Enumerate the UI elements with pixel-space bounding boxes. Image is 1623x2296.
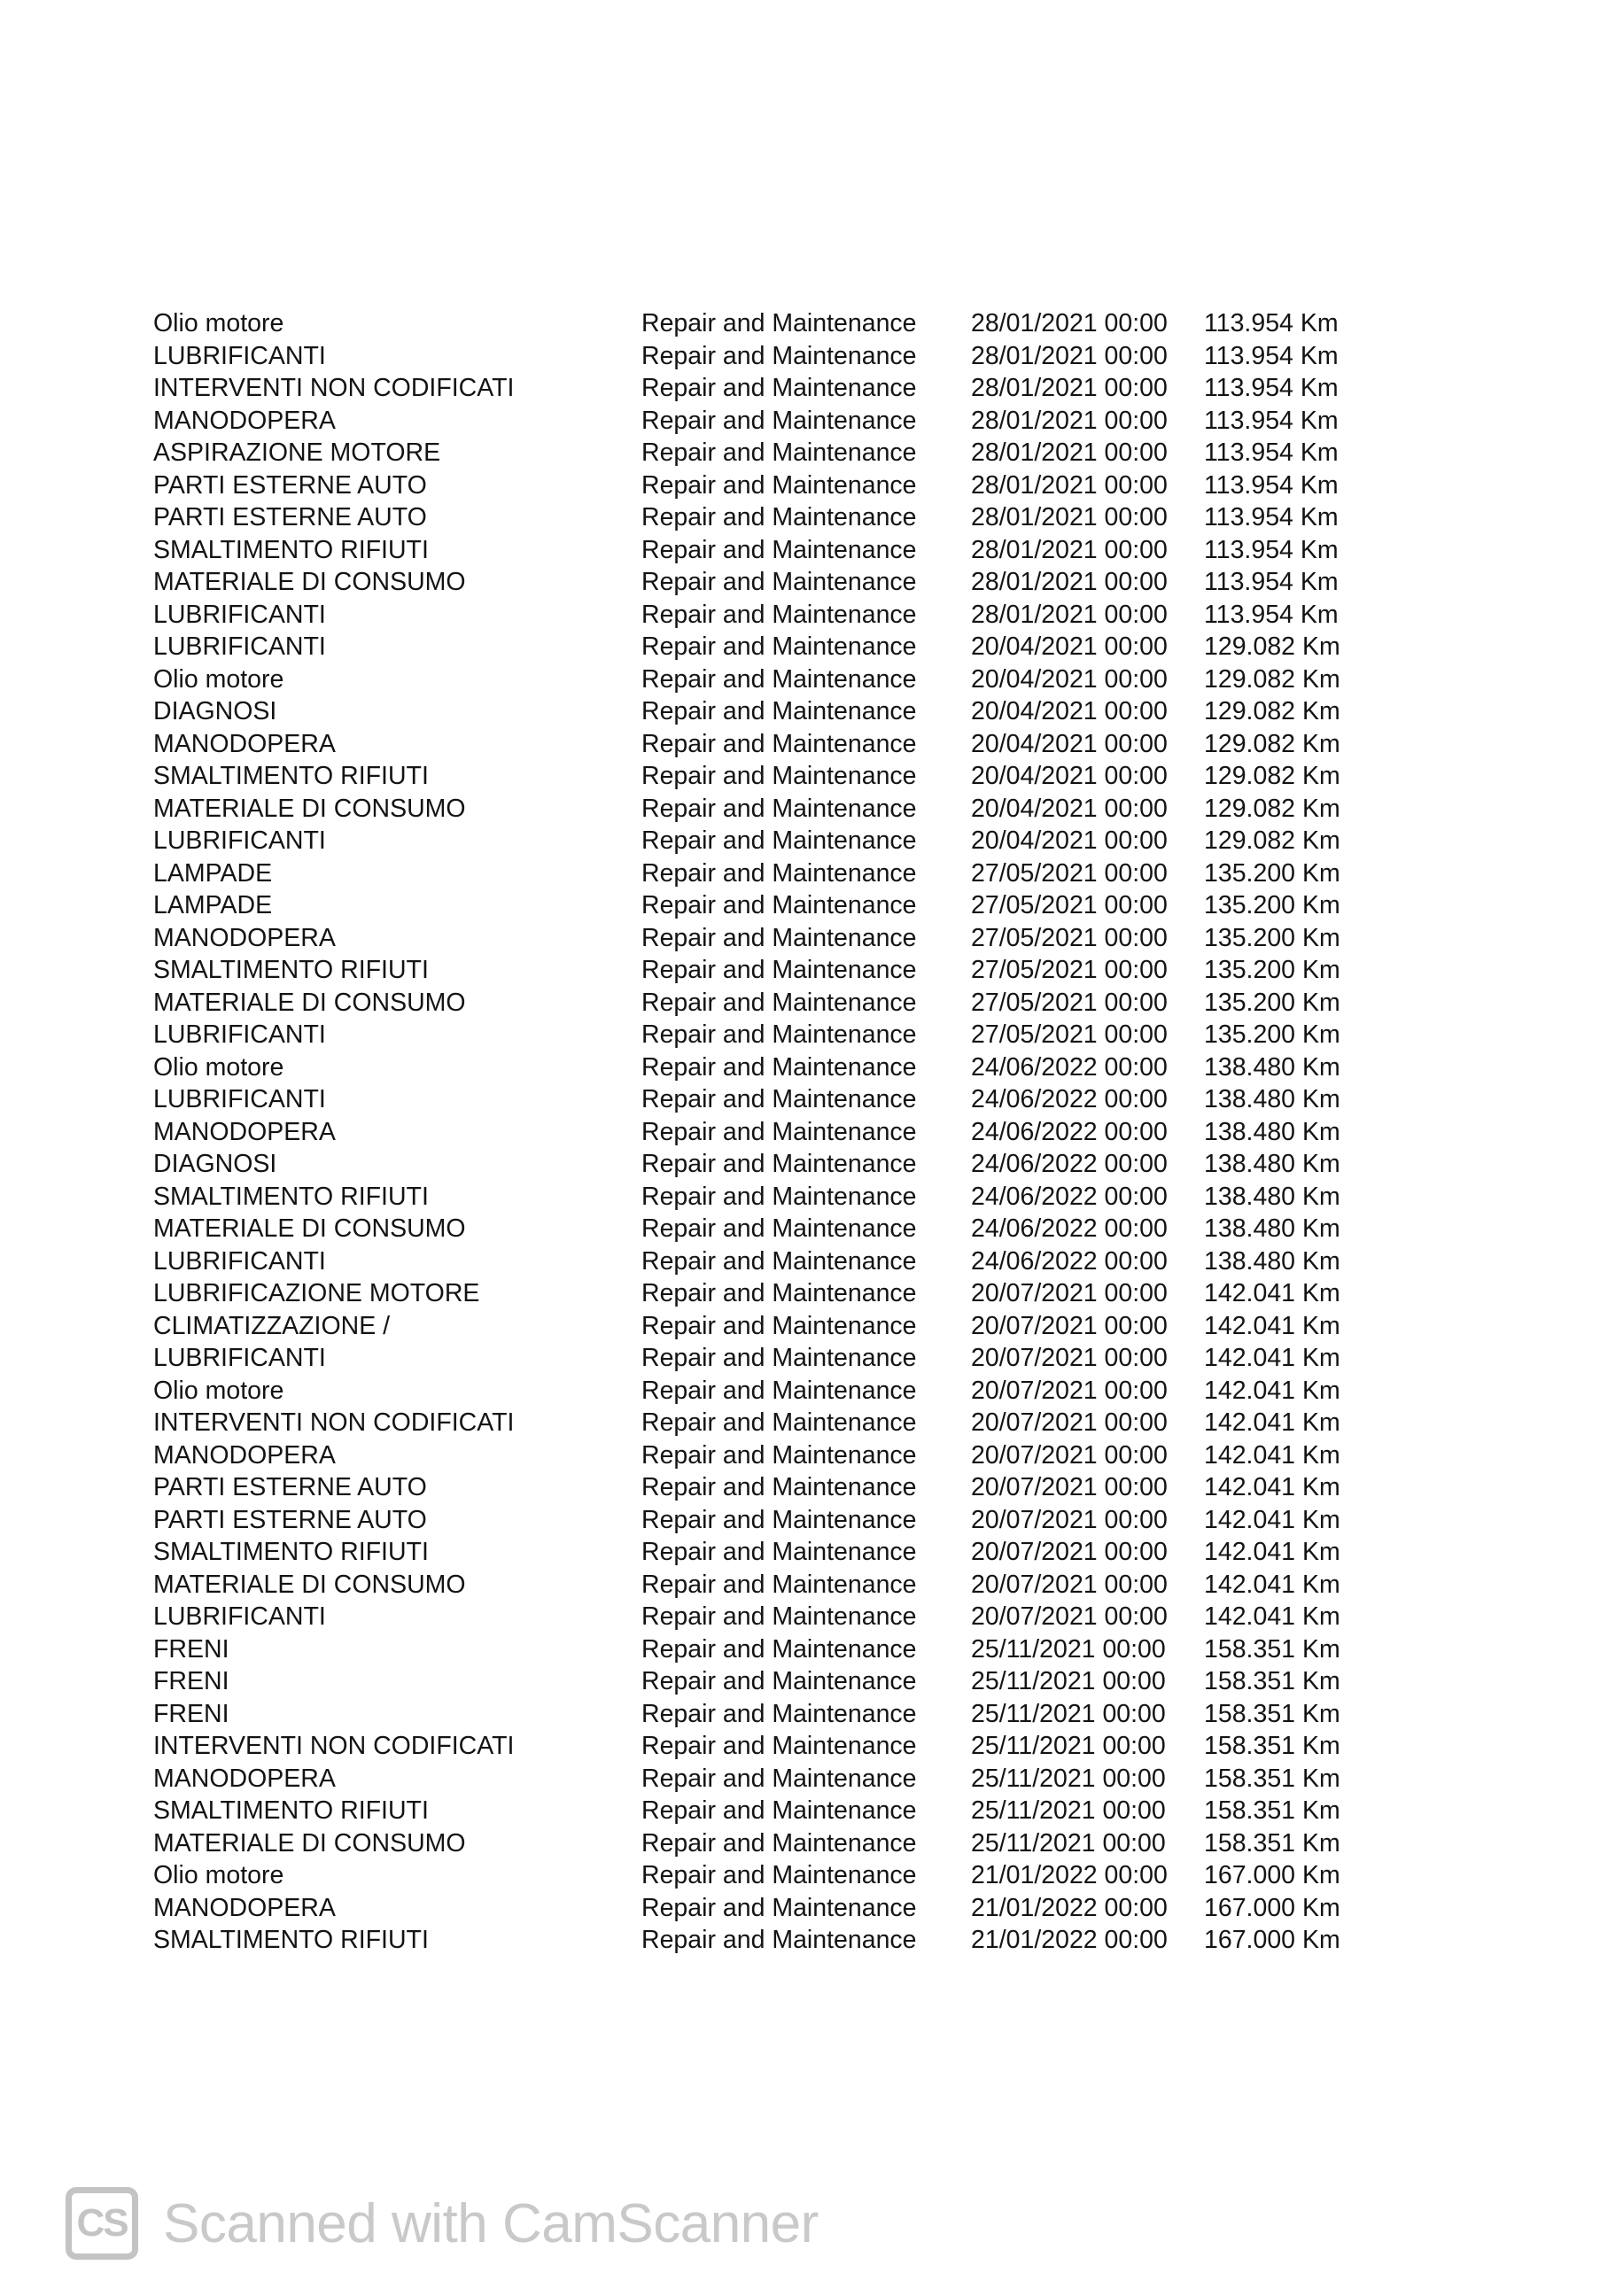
service-date: 27/05/2021 00:00 xyxy=(971,891,1168,919)
service-date: 25/11/2021 00:00 xyxy=(971,1699,1166,1728)
service-mileage: 113.954 Km xyxy=(1204,406,1339,435)
service-item: MATERIALE DI CONSUMO xyxy=(153,568,466,596)
camscanner-watermark xyxy=(66,2184,819,2263)
service-date: 27/05/2021 00:00 xyxy=(971,923,1168,952)
service-mileage: 129.082 Km xyxy=(1204,697,1340,725)
service-date: 20/07/2021 00:00 xyxy=(971,1408,1168,1437)
service-item: SMALTIMENTO RIFIUTI xyxy=(153,1182,429,1211)
table-row xyxy=(153,1148,1394,1181)
table-row xyxy=(153,566,1394,599)
service-date: 20/07/2021 00:00 xyxy=(971,1602,1168,1631)
service-date: 20/07/2021 00:00 xyxy=(971,1538,1168,1566)
service-mileage: 135.200 Km xyxy=(1204,988,1340,1017)
service-date: 20/04/2021 00:00 xyxy=(971,826,1168,855)
service-date: 25/11/2021 00:00 xyxy=(971,1796,1166,1825)
service-date: 28/01/2021 00:00 xyxy=(971,568,1168,596)
service-item: LUBRIFICANTI xyxy=(153,1602,326,1631)
service-history-table xyxy=(153,307,1394,1957)
service-item: Olio motore xyxy=(153,1376,284,1405)
service-mileage: 142.041 Km xyxy=(1204,1602,1340,1631)
table-row xyxy=(153,1181,1394,1214)
service-mileage: 113.954 Km xyxy=(1204,341,1339,370)
service-category: Repair and Maintenance xyxy=(641,1279,917,1307)
service-item: MATERIALE DI CONSUMO xyxy=(153,1214,466,1243)
service-item: LAMPADE xyxy=(153,858,273,888)
service-item: LUBRIFICANTI xyxy=(153,826,326,855)
table-row xyxy=(153,501,1394,534)
service-date: 21/01/2022 00:00 xyxy=(971,1926,1168,1954)
table-row xyxy=(153,922,1394,955)
service-item: MANODOPERA xyxy=(153,923,336,952)
service-mileage: 129.082 Km xyxy=(1204,729,1340,758)
table-row xyxy=(153,372,1394,405)
service-mileage: 142.041 Km xyxy=(1204,1376,1340,1405)
service-mileage: 129.082 Km xyxy=(1204,826,1340,855)
service-category: Repair and Maintenance xyxy=(641,923,917,952)
service-date: 28/01/2021 00:00 xyxy=(971,309,1168,337)
table-row xyxy=(153,340,1394,373)
service-category: Repair and Maintenance xyxy=(641,1634,917,1664)
table-row xyxy=(153,954,1394,987)
service-mileage: 142.041 Km xyxy=(1204,1344,1340,1372)
table-row xyxy=(153,825,1394,857)
service-date: 27/05/2021 00:00 xyxy=(971,956,1168,984)
service-item: Olio motore xyxy=(153,664,284,694)
service-date: 28/01/2021 00:00 xyxy=(971,341,1168,370)
service-category: Repair and Maintenance xyxy=(641,762,917,790)
service-mileage: 158.351 Km xyxy=(1204,1667,1340,1695)
service-item: LUBRIFICANTI xyxy=(153,1020,326,1049)
table-row xyxy=(153,1633,1394,1666)
service-category: Repair and Maintenance xyxy=(641,1376,917,1405)
service-category: Repair and Maintenance xyxy=(641,309,917,337)
table-row xyxy=(153,631,1394,663)
service-item: SMALTIMENTO RIFIUTI xyxy=(153,762,429,790)
table-row xyxy=(153,469,1394,502)
service-category: Repair and Maintenance xyxy=(641,1893,917,1922)
service-category: Repair and Maintenance xyxy=(641,1214,917,1243)
table-row xyxy=(153,1763,1394,1796)
service-mileage: 167.000 Km xyxy=(1204,1893,1340,1922)
service-mileage: 158.351 Km xyxy=(1204,1634,1340,1664)
table-row xyxy=(153,1375,1394,1408)
service-category: Repair and Maintenance xyxy=(641,470,917,500)
service-category: Repair and Maintenance xyxy=(641,1085,917,1113)
service-category: Repair and Maintenance xyxy=(641,1926,917,1954)
service-mileage: 129.082 Km xyxy=(1204,762,1340,790)
service-date: 27/05/2021 00:00 xyxy=(971,1020,1168,1049)
service-date: 20/07/2021 00:00 xyxy=(971,1440,1168,1470)
service-date: 20/07/2021 00:00 xyxy=(971,1505,1168,1534)
service-date: 28/01/2021 00:00 xyxy=(971,503,1168,531)
table-row xyxy=(153,599,1394,632)
service-date: 25/11/2021 00:00 xyxy=(971,1828,1166,1858)
service-mileage: 138.480 Km xyxy=(1204,1182,1340,1211)
service-date: 24/06/2022 00:00 xyxy=(971,1117,1168,1146)
service-category: Repair and Maintenance xyxy=(641,1602,917,1631)
service-mileage: 142.041 Km xyxy=(1204,1408,1340,1437)
service-item: FRENI xyxy=(153,1667,229,1695)
service-item: SMALTIMENTO RIFIUTI xyxy=(153,1926,429,1954)
table-row xyxy=(153,1471,1394,1504)
service-item: PARTI ESTERNE AUTO xyxy=(153,503,427,531)
service-item: INTERVENTI NON CODIFICATI xyxy=(153,1732,515,1760)
service-item: SMALTIMENTO RIFIUTI xyxy=(153,1796,429,1825)
table-row xyxy=(153,1569,1394,1602)
service-category: Repair and Maintenance xyxy=(641,664,917,694)
service-mileage: 129.082 Km xyxy=(1204,794,1340,823)
service-category: Repair and Maintenance xyxy=(641,956,917,984)
table-row xyxy=(153,307,1394,340)
table-row xyxy=(153,987,1394,1020)
service-category: Repair and Maintenance xyxy=(641,1408,917,1437)
table-row xyxy=(153,1116,1394,1149)
table-row xyxy=(153,1245,1394,1278)
service-item: MATERIALE DI CONSUMO xyxy=(153,988,466,1017)
service-item: MANODOPERA xyxy=(153,1764,336,1793)
service-category: Repair and Maintenance xyxy=(641,1246,917,1276)
service-date: 28/01/2021 00:00 xyxy=(971,406,1168,435)
service-date: 24/06/2022 00:00 xyxy=(971,1150,1168,1178)
table-row xyxy=(153,1665,1394,1698)
watermark-text: Scanned with CamScanner xyxy=(163,2192,819,2254)
service-date: 25/11/2021 00:00 xyxy=(971,1732,1166,1760)
service-mileage: 158.351 Km xyxy=(1204,1699,1340,1728)
service-item: FRENI xyxy=(153,1699,229,1728)
table-row xyxy=(153,1019,1394,1051)
service-item: MANODOPERA xyxy=(153,406,336,435)
service-item: PARTI ESTERNE AUTO xyxy=(153,1473,427,1501)
service-mileage: 135.200 Km xyxy=(1204,923,1340,952)
service-date: 21/01/2022 00:00 xyxy=(971,1893,1168,1922)
service-date: 20/07/2021 00:00 xyxy=(971,1311,1168,1340)
service-mileage: 142.041 Km xyxy=(1204,1311,1340,1340)
service-category: Repair and Maintenance xyxy=(641,1505,917,1534)
service-category: Repair and Maintenance xyxy=(641,1828,917,1858)
service-category: Repair and Maintenance xyxy=(641,1473,917,1501)
service-item: LUBRIFICANTI xyxy=(153,1085,326,1113)
service-date: 24/06/2022 00:00 xyxy=(971,1246,1168,1276)
service-category: Repair and Maintenance xyxy=(641,729,917,758)
service-mileage: 113.954 Km xyxy=(1204,374,1339,402)
service-category: Repair and Maintenance xyxy=(641,1538,917,1566)
service-category: Repair and Maintenance xyxy=(641,1440,917,1470)
service-mileage: 113.954 Km xyxy=(1204,535,1339,564)
table-row xyxy=(153,534,1394,567)
table-row xyxy=(153,1213,1394,1245)
service-date: 20/04/2021 00:00 xyxy=(971,664,1168,694)
service-date: 20/04/2021 00:00 xyxy=(971,794,1168,823)
service-category: Repair and Maintenance xyxy=(641,600,917,629)
service-mileage: 142.041 Km xyxy=(1204,1538,1340,1566)
service-mileage: 138.480 Km xyxy=(1204,1052,1340,1082)
table-row xyxy=(153,1504,1394,1537)
service-mileage: 135.200 Km xyxy=(1204,1020,1340,1049)
service-item: INTERVENTI NON CODIFICATI xyxy=(153,374,515,402)
service-mileage: 142.041 Km xyxy=(1204,1473,1340,1501)
service-date: 20/04/2021 00:00 xyxy=(971,762,1168,790)
table-row xyxy=(153,1407,1394,1439)
service-category: Repair and Maintenance xyxy=(641,794,917,823)
service-item: ASPIRAZIONE MOTORE xyxy=(153,438,441,467)
service-mileage: 167.000 Km xyxy=(1204,1861,1340,1889)
service-date: 28/01/2021 00:00 xyxy=(971,535,1168,564)
service-date: 20/04/2021 00:00 xyxy=(971,697,1168,725)
service-mileage: 113.954 Km xyxy=(1204,309,1339,337)
service-date: 28/01/2021 00:00 xyxy=(971,374,1168,402)
service-mileage: 138.480 Km xyxy=(1204,1085,1340,1113)
service-item: SMALTIMENTO RIFIUTI xyxy=(153,535,429,564)
service-item: Olio motore xyxy=(153,1861,284,1889)
service-item: LUBRIFICANTI xyxy=(153,1344,326,1372)
service-item: DIAGNOSI xyxy=(153,697,277,725)
table-row xyxy=(153,695,1394,728)
service-mileage: 113.954 Km xyxy=(1204,470,1339,500)
service-item: PARTI ESTERNE AUTO xyxy=(153,1505,427,1534)
service-category: Repair and Maintenance xyxy=(641,438,917,467)
service-item: INTERVENTI NON CODIFICATI xyxy=(153,1408,515,1437)
service-item: LUBRIFICANTI xyxy=(153,600,326,629)
table-row xyxy=(153,1698,1394,1731)
service-item: Olio motore xyxy=(153,1052,284,1082)
service-mileage: 135.200 Km xyxy=(1204,956,1340,984)
table-row xyxy=(153,1827,1394,1860)
service-date: 28/01/2021 00:00 xyxy=(971,438,1168,467)
service-date: 25/11/2021 00:00 xyxy=(971,1764,1166,1793)
service-category: Repair and Maintenance xyxy=(641,1182,917,1211)
service-item: MANODOPERA xyxy=(153,1117,336,1146)
service-category: Repair and Maintenance xyxy=(641,374,917,402)
service-item: MATERIALE DI CONSUMO xyxy=(153,1828,466,1858)
service-category: Repair and Maintenance xyxy=(641,858,917,888)
camscanner-logo-icon: CS xyxy=(66,2187,138,2260)
table-row xyxy=(153,793,1394,826)
service-item: LUBRIFICANTI xyxy=(153,632,326,661)
service-date: 20/04/2021 00:00 xyxy=(971,729,1168,758)
table-row xyxy=(153,1536,1394,1569)
table-row xyxy=(153,1730,1394,1763)
table-row xyxy=(153,663,1394,696)
table-row xyxy=(153,437,1394,469)
table-row xyxy=(153,760,1394,793)
service-mileage: 158.351 Km xyxy=(1204,1796,1340,1825)
table-row xyxy=(153,1924,1394,1957)
service-date: 21/01/2022 00:00 xyxy=(971,1861,1168,1889)
service-category: Repair and Maintenance xyxy=(641,891,917,919)
service-date: 20/07/2021 00:00 xyxy=(971,1473,1168,1501)
service-mileage: 129.082 Km xyxy=(1204,632,1340,661)
service-category: Repair and Maintenance xyxy=(641,988,917,1017)
table-row xyxy=(153,405,1394,438)
service-category: Repair and Maintenance xyxy=(641,1699,917,1728)
service-item: MANODOPERA xyxy=(153,1440,336,1470)
service-date: 24/06/2022 00:00 xyxy=(971,1052,1168,1082)
service-item: DIAGNOSI xyxy=(153,1150,277,1178)
service-item: MATERIALE DI CONSUMO xyxy=(153,794,466,823)
service-item: SMALTIMENTO RIFIUTI xyxy=(153,956,429,984)
service-category: Repair and Maintenance xyxy=(641,1150,917,1178)
service-category: Repair and Maintenance xyxy=(641,632,917,661)
service-category: Repair and Maintenance xyxy=(641,1796,917,1825)
table-row xyxy=(153,1859,1394,1892)
service-item: MATERIALE DI CONSUMO xyxy=(153,1570,466,1599)
table-row xyxy=(153,889,1394,922)
service-category: Repair and Maintenance xyxy=(641,535,917,564)
service-category: Repair and Maintenance xyxy=(641,568,917,596)
service-item: LUBRIFICANTI xyxy=(153,1246,326,1276)
service-mileage: 167.000 Km xyxy=(1204,1926,1340,1954)
service-category: Repair and Maintenance xyxy=(641,406,917,435)
service-mileage: 158.351 Km xyxy=(1204,1732,1340,1760)
table-row xyxy=(153,728,1394,761)
service-item: Olio motore xyxy=(153,309,284,337)
service-mileage: 142.041 Km xyxy=(1204,1440,1340,1470)
service-date: 20/04/2021 00:00 xyxy=(971,632,1168,661)
service-category: Repair and Maintenance xyxy=(641,1732,917,1760)
service-category: Repair and Maintenance xyxy=(641,1344,917,1372)
service-date: 25/11/2021 00:00 xyxy=(971,1667,1166,1695)
service-item: LUBRIFICANTI xyxy=(153,341,326,370)
service-mileage: 135.200 Km xyxy=(1204,891,1340,919)
service-date: 25/11/2021 00:00 xyxy=(971,1634,1166,1664)
service-mileage: 142.041 Km xyxy=(1204,1279,1340,1307)
service-item: FRENI xyxy=(153,1634,229,1664)
table-row xyxy=(153,1277,1394,1310)
service-date: 20/07/2021 00:00 xyxy=(971,1344,1168,1372)
service-date: 28/01/2021 00:00 xyxy=(971,470,1168,500)
service-date: 24/06/2022 00:00 xyxy=(971,1085,1168,1113)
service-item: MANODOPERA xyxy=(153,1893,336,1922)
service-category: Repair and Maintenance xyxy=(641,1667,917,1695)
service-date: 20/07/2021 00:00 xyxy=(971,1570,1168,1599)
service-category: Repair and Maintenance xyxy=(641,1117,917,1146)
table-row xyxy=(153,1892,1394,1925)
service-mileage: 113.954 Km xyxy=(1204,438,1339,467)
service-category: Repair and Maintenance xyxy=(641,1861,917,1889)
service-mileage: 138.480 Km xyxy=(1204,1246,1340,1276)
table-row xyxy=(153,1439,1394,1472)
service-mileage: 138.480 Km xyxy=(1204,1150,1340,1178)
service-date: 27/05/2021 00:00 xyxy=(971,988,1168,1017)
service-category: Repair and Maintenance xyxy=(641,826,917,855)
service-mileage: 129.082 Km xyxy=(1204,664,1340,694)
service-item: MANODOPERA xyxy=(153,729,336,758)
service-item: CLIMATIZZAZIONE / xyxy=(153,1311,391,1340)
service-mileage: 138.480 Km xyxy=(1204,1117,1340,1146)
service-date: 24/06/2022 00:00 xyxy=(971,1182,1168,1211)
service-category: Repair and Maintenance xyxy=(641,503,917,531)
service-category: Repair and Maintenance xyxy=(641,1020,917,1049)
service-mileage: 113.954 Km xyxy=(1204,568,1339,596)
service-item: LUBRIFICAZIONE MOTORE xyxy=(153,1279,480,1307)
service-category: Repair and Maintenance xyxy=(641,697,917,725)
service-mileage: 158.351 Km xyxy=(1204,1828,1340,1858)
service-category: Repair and Maintenance xyxy=(641,1311,917,1340)
service-mileage: 158.351 Km xyxy=(1204,1764,1340,1793)
service-category: Repair and Maintenance xyxy=(641,341,917,370)
service-category: Repair and Maintenance xyxy=(641,1570,917,1599)
service-mileage: 113.954 Km xyxy=(1204,600,1339,629)
service-mileage: 135.200 Km xyxy=(1204,858,1340,888)
service-item: LAMPADE xyxy=(153,891,273,919)
service-category: Repair and Maintenance xyxy=(641,1764,917,1793)
table-row xyxy=(153,1342,1394,1375)
table-row xyxy=(153,857,1394,890)
service-mileage: 113.954 Km xyxy=(1204,503,1339,531)
service-date: 28/01/2021 00:00 xyxy=(971,600,1168,629)
service-mileage: 142.041 Km xyxy=(1204,1505,1340,1534)
service-date: 24/06/2022 00:00 xyxy=(971,1214,1168,1243)
table-row xyxy=(153,1795,1394,1827)
service-mileage: 142.041 Km xyxy=(1204,1570,1340,1599)
service-item: SMALTIMENTO RIFIUTI xyxy=(153,1538,429,1566)
table-row xyxy=(153,1601,1394,1633)
service-date: 20/07/2021 00:00 xyxy=(971,1376,1168,1405)
table-row xyxy=(153,1051,1394,1084)
table-row xyxy=(153,1310,1394,1343)
service-category: Repair and Maintenance xyxy=(641,1052,917,1082)
service-date: 20/07/2021 00:00 xyxy=(971,1279,1168,1307)
table-row xyxy=(153,1083,1394,1116)
service-mileage: 138.480 Km xyxy=(1204,1214,1340,1243)
service-date: 27/05/2021 00:00 xyxy=(971,858,1168,888)
service-item: PARTI ESTERNE AUTO xyxy=(153,470,427,500)
